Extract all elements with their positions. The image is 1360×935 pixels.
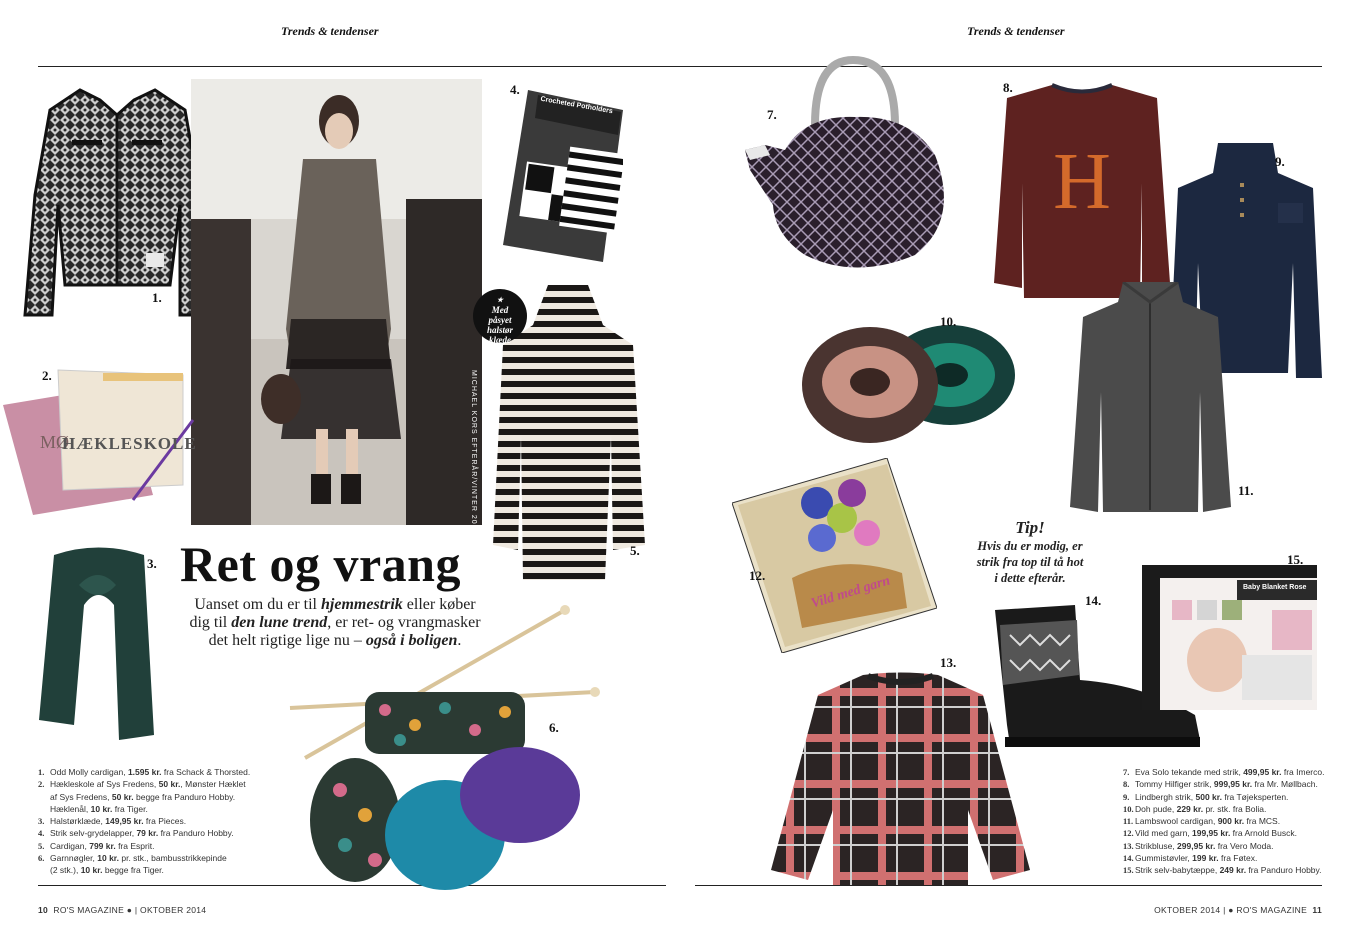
left-issue: OKTOBER 2014 [140,905,207,915]
credit-row-12 [1123,827,1338,839]
left-magazine-name: RO'S MAGAZINE [53,905,125,915]
credit-pre: Garnnøgler, [50,853,98,864]
credit-pre: Doh pude, [1135,803,1177,814]
attached-scarf-badge [473,289,527,343]
credit-post: , Mønster Hæklet [180,779,246,790]
credit-price: 199 kr. [1192,853,1219,864]
credit-num: 5. [38,840,45,851]
credit-num: 3. [38,816,45,827]
credit-num: 14. [1123,853,1134,864]
item-number-7: 7. [767,107,777,122]
credit-post: fra Tøjeksperten. [1221,791,1289,802]
monster-book-title: MØ [40,432,70,452]
credit-price: 500 kr. [1195,791,1222,802]
tommy-hilfiger-sweater-image [992,83,1172,303]
eva-solo-teapot-image [745,55,950,270]
credit-price: 10 kr. [80,865,103,876]
intro-text-1: Uanset om du er til [194,596,321,613]
feature-headline: Ret og vrang [180,536,461,592]
credit-num: 8. [1123,779,1130,790]
item-number-8: 8. [1003,80,1013,95]
right-magazine-name: RO'S MAGAZINE [1236,905,1308,915]
credit-row-9 [1123,791,1338,803]
intro-text-4: , er ret- og vrangmasker [327,614,481,631]
credit-pre: Lambswool cardigan, [1135,816,1218,827]
credit-row-7 [1123,766,1338,778]
credit-price: 999,95 kr. [1213,779,1253,790]
credits-left [38,766,298,877]
credit-post: fra MCS. [1244,816,1281,827]
credit-row-8 [1123,778,1338,790]
top-rule [38,66,1322,67]
credit-pre: Halstørklæde, [50,816,106,827]
item-number-3: 3. [147,556,157,571]
credit-price: 50 kr. [158,779,181,790]
credit-post: fra Panduro Hobby. [158,828,234,839]
credit-price: 149,95 kr. [105,816,144,827]
right-issue: OKTOBER 2014 [1154,905,1221,915]
credit-price: 249 kr. [1219,865,1247,876]
badge-star: ★ [496,296,504,304]
item-number-5: 5. [630,543,640,558]
credit-pre: Strikbluse, [1135,840,1178,851]
item-number-1: 1. [152,290,162,305]
left-page-kicker: Trends & tendenser [281,24,379,38]
item-number-15: 15. [1287,552,1304,567]
credit-price: 499,95 kr. [1243,767,1282,777]
credit-post: fra Mr. Møllbach. [1252,779,1318,790]
intro-bold-1: hjemmestrik [321,596,403,613]
credit-num: 1. [38,767,45,777]
intro-bold-2: den lune trend [231,614,328,631]
badge-line-2: påsyet [488,315,512,325]
item-number-13: 13. [940,655,957,670]
credit-price: 79 kr. [136,828,159,839]
credit-post: fra Imerco. [1281,767,1325,777]
credit-num: 13. [1123,840,1134,851]
credit-row-5 [38,815,298,827]
credit-price: 900 kr. [1217,816,1245,827]
item-number-2: 2. [42,368,52,383]
credit-num: 2. [38,779,45,790]
credit-row-7 [38,840,298,852]
vild-med-garn-book-image [732,458,937,653]
credit-pre: Cardigan, [50,840,90,851]
item-number-9: 9. [1275,154,1285,169]
right-footer: OKTOBER 2014 | ● RO'S MAGAZINE 11 [1154,905,1322,915]
haekleskole-book-title: HÆKLESKOLE [62,434,197,453]
credit-row-3 [38,791,298,803]
credit-row-9 [38,864,298,876]
credit-pre: Odd Molly cardigan, [50,767,128,777]
credit-num: 6. [38,853,45,864]
credit-price: 299,95 kr. [1177,840,1216,851]
credit-pre: (2 stk.), [50,865,81,876]
credit-price: 199,95 kr. [1192,828,1231,839]
letter-h-motif: H [1053,138,1111,226]
baby-pack-title: Baby Blanket Rose [1243,584,1307,591]
credit-pre: Lindbergh strik, [1135,791,1196,802]
lambswool-cardigan-image [1068,282,1233,517]
vild-med-garn-cover-title: Vild med garn [809,573,892,612]
credit-num: 4. [38,828,45,839]
left-page-number: 10 [38,905,49,915]
item-number-4: 4. [510,82,520,97]
item-number-10: 10. [940,314,957,329]
yarn-and-needles-image [285,600,605,895]
badge-line-4: klæde [489,335,511,345]
credit-row-1 [38,766,298,778]
runway-photo [191,79,482,525]
credit-post: fra Pieces. [143,816,187,827]
credit-pre: Eva Solo tekande med strik, [1135,767,1244,777]
left-footer: 10 RO'S MAGAZINE ● | OKTOBER 2014 [38,905,207,915]
credit-post: pr. stk., bambusstrikkepinde [119,853,227,864]
green-scarf-image [34,545,162,745]
credit-pre: Strik selv-babytæppe, [1135,865,1220,876]
credit-row-10 [1123,803,1338,815]
intro-bold-3: også i boligen [365,632,458,649]
baby-blanket-pack-image [1142,560,1317,710]
credit-price: 10 kr. [90,803,113,814]
credit-price: 50 kr. [111,791,134,802]
credit-post: begge fra Panduro Hobby. [133,791,236,802]
intro-text-3: dig til [189,614,232,631]
credit-pre: af Sys Fredens, [50,791,112,802]
tip-title: Tip! [1015,518,1045,537]
credit-post: fra Arnold Busck. [1230,828,1297,839]
odd-molly-cardigan-image [20,85,215,325]
badge-line-1: Med [491,305,509,315]
credit-num: 7. [1123,767,1130,777]
tip-body [940,538,1120,586]
item-number-14: 14. [1085,593,1102,608]
credit-price: 1.595 kr. [127,767,162,777]
credit-row-13 [1123,840,1338,852]
credit-post: fra Føtex. [1218,853,1258,864]
plaid-sweater-image [768,670,1033,890]
credit-pre: Gummistøvler, [1135,853,1193,864]
tip-line-1: Hvis du er modig, er [977,539,1083,553]
credit-num: 15. [1123,865,1134,876]
magazine-logo-icon: ● [1228,905,1234,915]
credit-post: pr. stk. fra Bolia. [1203,803,1267,814]
credit-pre: Tommy Hilfiger strik, [1135,779,1214,790]
intro-text-5: det helt rigtige lige nu – [208,632,366,649]
credit-num: 9. [1123,791,1130,802]
potholders-pack-title: Crocheted Potholders [539,95,614,116]
credit-row-6 [38,827,298,839]
credit-pre: Strik selv-grydelapper, [50,828,137,839]
credit-post: fra Vero Moda. [1215,840,1274,851]
credit-post: fra Schack & Thorsted. [161,767,251,777]
right-page-number: 11 [1312,905,1322,915]
item-number-12: 12. [749,568,766,583]
credit-price: 799 kr. [89,840,116,851]
credit-price: 10 kr. [97,853,119,864]
credit-row-14 [1123,852,1338,864]
credit-pre: Hækleskole af Sys Fredens, [50,779,159,790]
badge-line-3: halstør [486,325,513,335]
tip-line-3: i dette efterår. [994,571,1066,585]
credit-num: 10. [1123,803,1134,814]
magazine-logo-icon: ● [126,905,133,915]
intro-text-2: eller køber [402,596,476,613]
credit-row-8 [38,852,298,864]
credit-row-11 [1123,815,1338,827]
credit-num: 12. [1123,828,1134,839]
doh-cushions-image [800,320,1020,450]
credit-post: fra Panduro Hobby. [1246,865,1322,876]
credit-price: 229 kr. [1176,803,1204,814]
credit-post: begge fra Tiger. [102,865,164,876]
intro-text-6: . [457,632,462,649]
potholders-pack-image [503,90,623,262]
credit-pre: Vild med garn, [1135,828,1193,839]
credits-right [1123,766,1338,877]
credit-num: 11. [1123,816,1134,827]
item-number-6: 6. [549,720,559,735]
item-number-11: 11. [1238,483,1254,498]
credit-row-4 [38,803,298,815]
credit-post: fra Esprit. [115,840,155,851]
runway-credit: MICHAEL KORS EFTERÅR/VINTER 2014 [470,370,477,535]
right-page-kicker: Trends & tendenser [967,24,1065,38]
credit-post: fra Tiger. [112,803,148,814]
credit-row-2 [38,778,298,790]
credit-pre: Hæklenål, [50,803,91,814]
credit-row-15 [1123,864,1338,876]
tip-line-2: strik fra top til tå hot [976,555,1084,569]
